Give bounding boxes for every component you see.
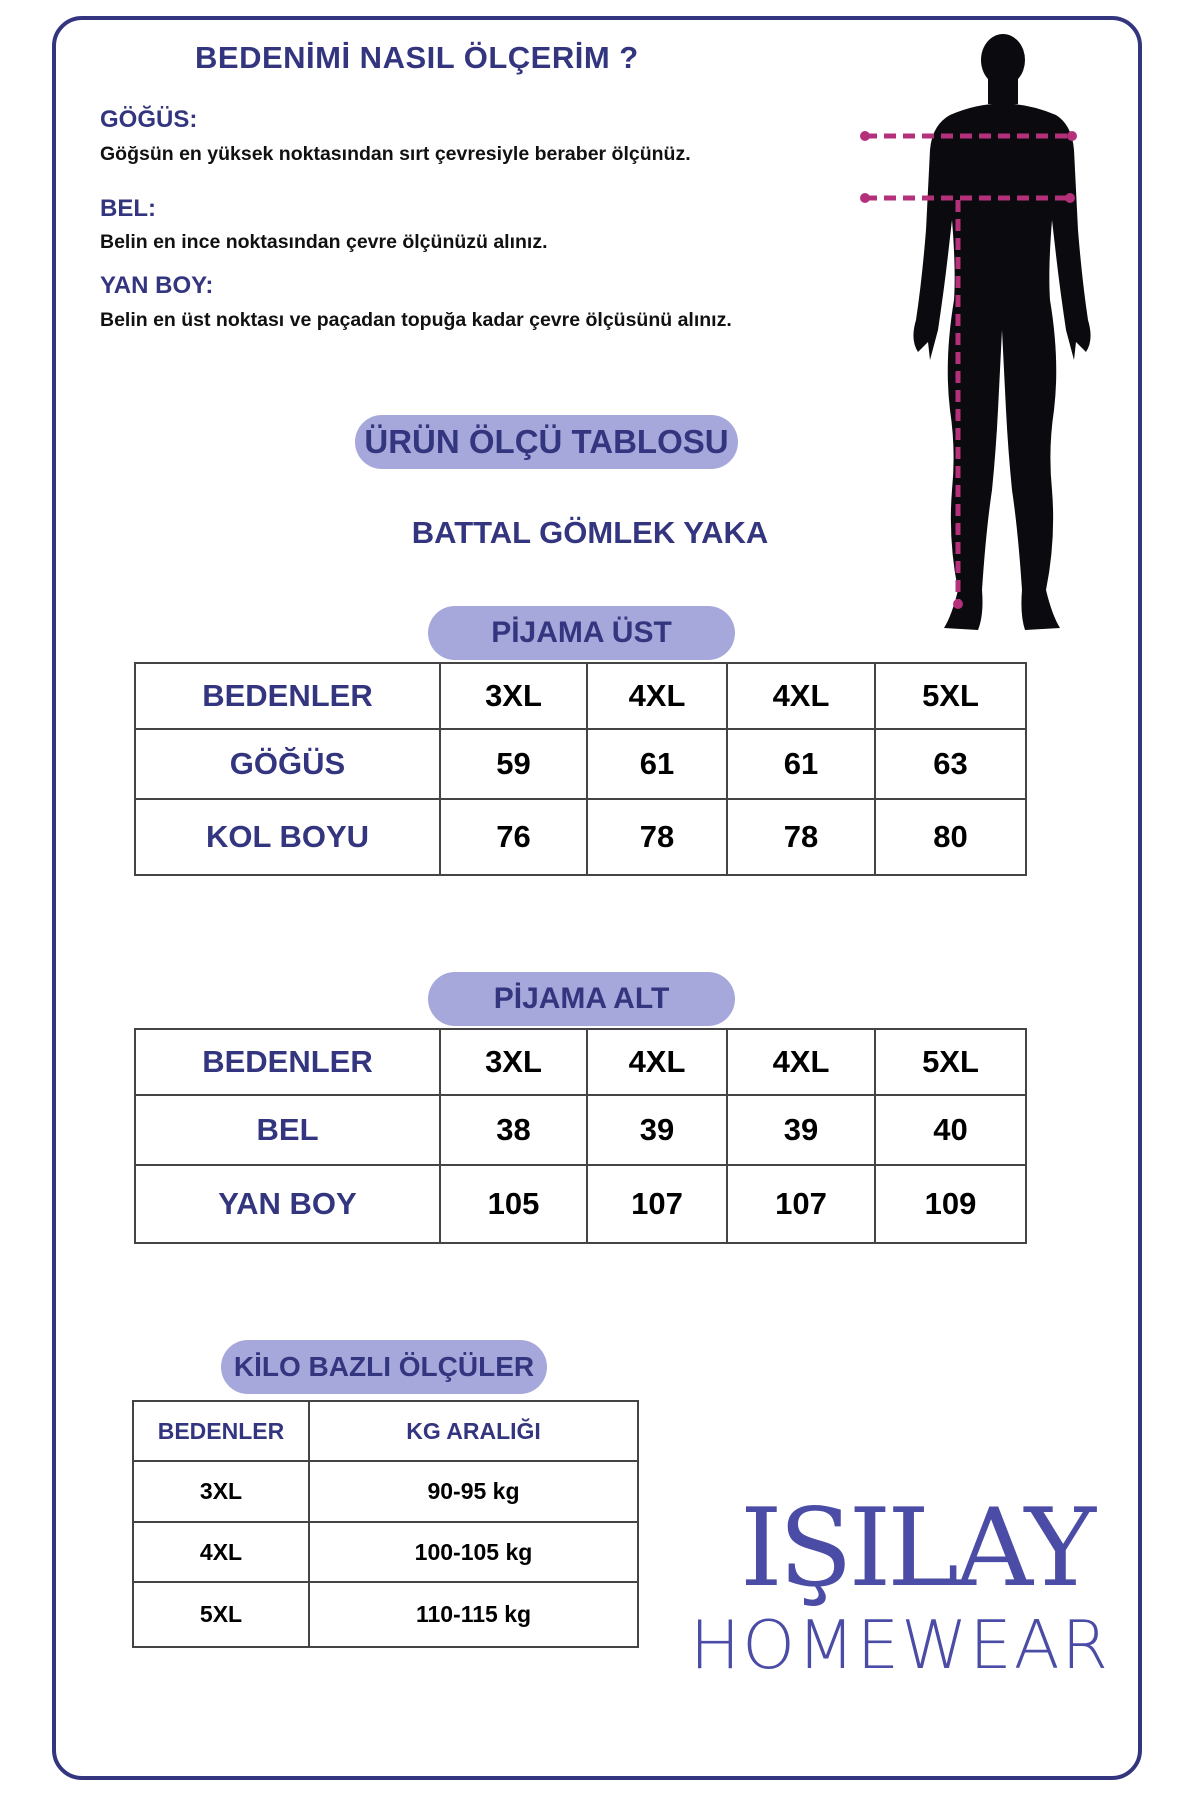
table-cell: 107 — [727, 1165, 875, 1243]
table-cell: 90-95 kg — [309, 1461, 638, 1522]
bottom-table-title: PİJAMA ALT — [428, 972, 735, 1026]
table-row — [133, 1461, 638, 1522]
table-header-cell: BEDENLER — [133, 1401, 309, 1461]
table-header-cell: 3XL — [440, 663, 587, 729]
table-cell: 76 — [440, 799, 587, 875]
table-header-row — [133, 1401, 638, 1461]
table-header-cell: 4XL — [727, 663, 875, 729]
chart-title-pill: ÜRÜN ÖLÇÜ TABLOSU — [355, 415, 738, 469]
table-cell: 78 — [727, 799, 875, 875]
guide-label-length: YAN BOY: — [100, 272, 214, 299]
table-cell: 61 — [727, 729, 875, 799]
kg-size-table — [132, 1400, 639, 1648]
table-header-cell: 5XL — [875, 1029, 1026, 1095]
bottom-size-table — [134, 1028, 1027, 1244]
kg-table-title: KİLO BAZLI ÖLÇÜLER — [221, 1340, 547, 1394]
table-cell: 38 — [440, 1095, 587, 1165]
table-cell: 39 — [727, 1095, 875, 1165]
table-cell: 110-115 kg — [309, 1582, 638, 1647]
table-row-label: 4XL — [133, 1522, 309, 1582]
table-row-label: YAN BOY — [135, 1165, 440, 1243]
brand-logo-tagline: HOMEWEAR — [689, 1606, 1111, 1684]
silhouette-shape — [913, 34, 1090, 630]
table-cell: 63 — [875, 729, 1026, 799]
table-header-cell: 4XL — [587, 663, 727, 729]
table-cell: 40 — [875, 1095, 1026, 1165]
table-row — [133, 1582, 638, 1647]
table-row — [135, 1165, 1026, 1243]
table-cell: 78 — [587, 799, 727, 875]
body-silhouette-illustration — [860, 30, 1130, 650]
guide-text-waist: Belin en ince noktasından çevre ölçünüzü alınız. — [100, 231, 548, 253]
guide-text-chest: Göğsün en yüksek noktasından sırt çevresiyle beraber ölçünüz. — [100, 143, 691, 165]
table-cell: 39 — [587, 1095, 727, 1165]
table-row-label: BEL — [135, 1095, 440, 1165]
table-header-cell: 3XL — [440, 1029, 587, 1095]
table-row — [133, 1522, 638, 1582]
table-row — [135, 799, 1026, 875]
table-row-label: 5XL — [133, 1582, 309, 1647]
table-header-row — [135, 1029, 1026, 1095]
table-cell: 59 — [440, 729, 587, 799]
table-row — [135, 729, 1026, 799]
table-row-label: 3XL — [133, 1461, 309, 1522]
table-header-cell: 4XL — [587, 1029, 727, 1095]
table-header-cell: BEDENLER — [135, 663, 440, 729]
table-cell: 80 — [875, 799, 1026, 875]
table-header-cell: BEDENLER — [135, 1029, 440, 1095]
table-header-cell: KG ARALIĞI — [309, 1401, 638, 1461]
table-cell: 109 — [875, 1165, 1026, 1243]
guide-title: BEDENİMİ NASIL ÖLÇERİM ? — [195, 40, 639, 75]
table-row-label: GÖĞÜS — [135, 729, 440, 799]
table-header-cell: 5XL — [875, 663, 1026, 729]
top-table-title: PİJAMA ÜST — [428, 606, 735, 660]
table-header-cell: 4XL — [727, 1029, 875, 1095]
guide-label-chest: GÖĞÜS: — [100, 106, 198, 133]
brand-logo-name: IŞILAY — [740, 1486, 1092, 1611]
table-cell: 107 — [587, 1165, 727, 1243]
guide-text-length: Belin en üst noktası ve paçadan topuğa kadar çevre ölçüsünü alınız. — [100, 309, 732, 331]
table-row — [135, 1095, 1026, 1165]
guide-label-waist: BEL: — [100, 195, 156, 222]
table-row-label: KOL BOYU — [135, 799, 440, 875]
table-header-row — [135, 663, 1026, 729]
table-cell: 100-105 kg — [309, 1522, 638, 1582]
top-size-table — [134, 662, 1027, 876]
product-name: BATTAL GÖMLEK YAKA — [411, 515, 769, 550]
table-cell: 105 — [440, 1165, 587, 1243]
table-cell: 61 — [587, 729, 727, 799]
